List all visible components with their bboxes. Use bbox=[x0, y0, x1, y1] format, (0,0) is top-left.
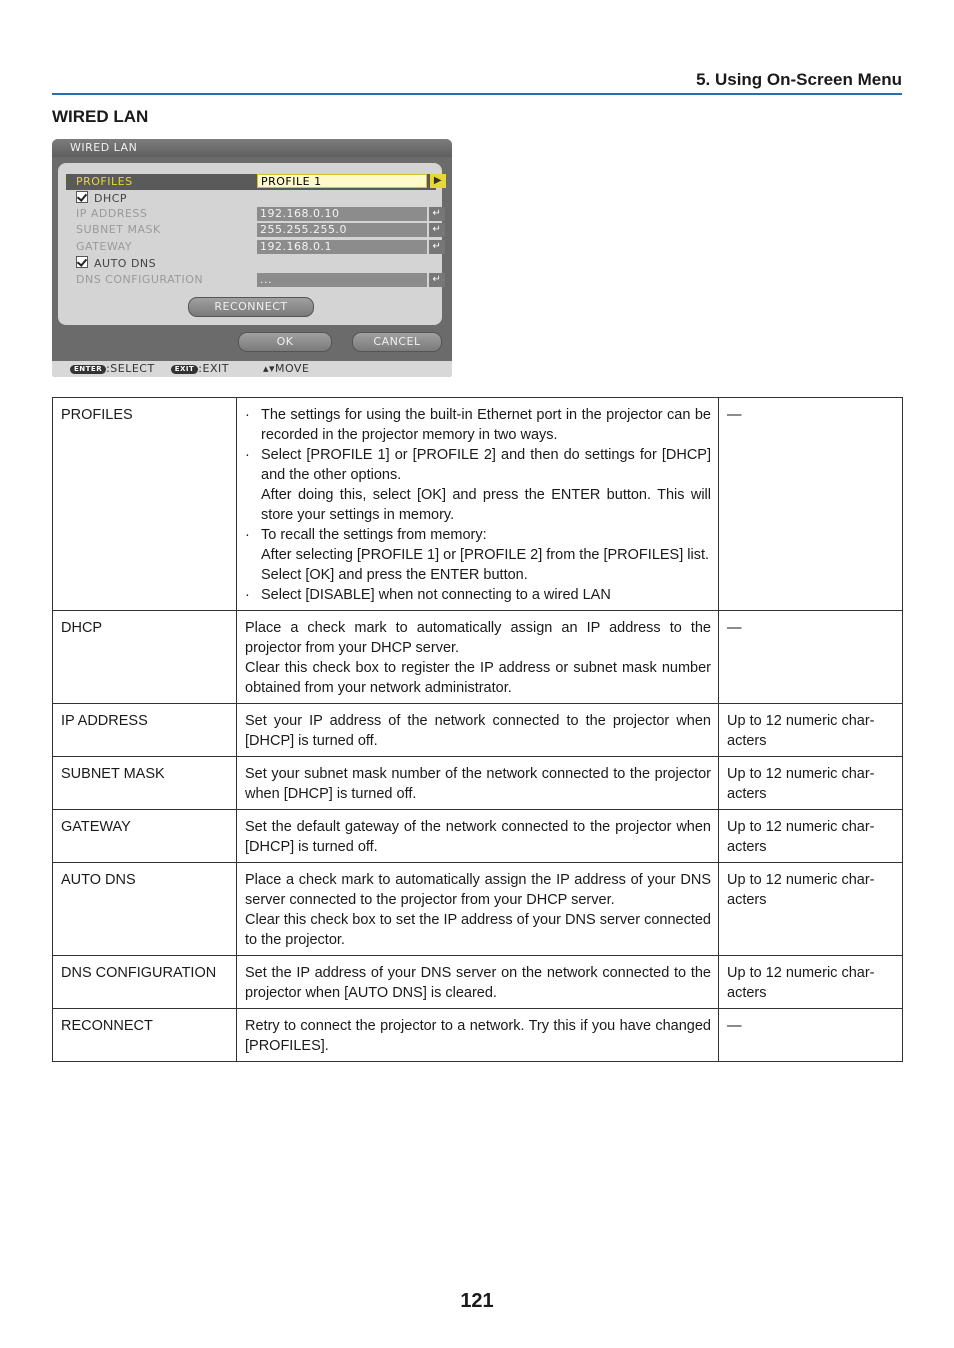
osd-subnet-mask-value: 255.255.255.0 bbox=[260, 223, 347, 236]
osd-profiles-label[interactable]: PROFILES bbox=[76, 175, 133, 188]
settings-table bbox=[52, 397, 903, 1062]
header-rule bbox=[52, 93, 902, 95]
table-row bbox=[53, 956, 903, 1009]
description-bullet: · Select [PROFILE 1] or [PROFILE 2] and then do settings for [DHCP] and the other options. bbox=[245, 445, 711, 485]
table-row bbox=[53, 863, 903, 956]
osd-footer-move: ▴▾MOVE bbox=[262, 362, 310, 375]
table-row bbox=[53, 757, 903, 810]
osd-auto-dns-checkbox[interactable] bbox=[76, 256, 156, 270]
item-cell: SUBNET MASK bbox=[53, 757, 237, 810]
item-cell: RECONNECT bbox=[53, 1009, 237, 1062]
description-cell bbox=[237, 863, 719, 956]
osd-footer-exit: :EXIT bbox=[198, 362, 229, 375]
enter-icon[interactable]: ↵ bbox=[429, 207, 445, 221]
limit-cell: Up to 12 numeric char-acters bbox=[719, 810, 903, 863]
checkbox-checked-icon[interactable] bbox=[76, 191, 88, 203]
checkbox-checked-icon[interactable] bbox=[76, 256, 88, 268]
item-cell: DNS CONFIGURATION bbox=[53, 956, 237, 1009]
osd-auto-dns-label: AUTO DNS bbox=[94, 257, 157, 270]
item-cell: DHCP bbox=[53, 611, 237, 704]
osd-dns-configuration-value: ... bbox=[260, 273, 272, 286]
osd-subnet-mask-label: SUBNET MASK bbox=[76, 223, 161, 236]
item-cell: AUTO DNS bbox=[53, 863, 237, 956]
table-row bbox=[53, 704, 903, 757]
osd-footer-select: :SELECT bbox=[106, 362, 155, 375]
description-indent: After doing this, select [OK] and press the ENTER button. This will store your settings in memory. bbox=[261, 487, 711, 523]
osd-wired-lan-menu bbox=[52, 139, 452, 377]
osd-gateway-label: GATEWAY bbox=[76, 240, 133, 253]
osd-dhcp-checkbox[interactable] bbox=[76, 191, 127, 205]
description-cell: Set the IP address of your DNS server on the network connected to the projector when [AUTO DNS] is cleared. bbox=[237, 956, 719, 1009]
osd-gateway-value: 192.168.0.1 bbox=[260, 240, 332, 253]
description-text: Clear this check box to set the IP address of your DNS server connected to the projector. bbox=[245, 912, 711, 948]
limit-cell: Up to 12 numeric char-acters bbox=[719, 863, 903, 956]
description-cell: Set your subnet mask number of the network connected to the projector when [DHCP] is turned off. bbox=[237, 757, 719, 810]
osd-reconnect-button[interactable]: RECONNECT bbox=[188, 297, 314, 317]
osd-dhcp-label: DHCP bbox=[94, 192, 128, 205]
item-cell: IP ADDRESS bbox=[53, 704, 237, 757]
osd-gateway-field[interactable] bbox=[257, 240, 442, 254]
description-bullet: · To recall the settings from memory: bbox=[245, 525, 711, 545]
description-text: Place a check mark to automatically assign the IP address of your DNS server connected to the projector from your DHCP server. bbox=[245, 872, 711, 908]
table-row bbox=[53, 810, 903, 863]
osd-profile-value: PROFILE 1 bbox=[261, 175, 322, 188]
item-cell: GATEWAY bbox=[53, 810, 237, 863]
description-cell bbox=[237, 398, 719, 611]
osd-subnet-mask-field[interactable] bbox=[257, 223, 442, 237]
osd-panel bbox=[58, 163, 442, 325]
description-bullet: · The settings for using the built-in Ethernet port in the projector can be recorded in the projector memory in two ways. bbox=[245, 405, 711, 445]
description-text: Place a check mark to automatically assign an IP address to the projector from your DHCP server. bbox=[245, 620, 711, 656]
arrow-right-icon[interactable]: ▶ bbox=[430, 174, 446, 188]
limit-cell: Up to 12 numeric char-acters bbox=[719, 757, 903, 810]
osd-ok-button[interactable]: OK bbox=[238, 332, 332, 352]
osd-dns-configuration-label: DNS CONFIGURATION bbox=[76, 273, 204, 286]
limit-cell: — bbox=[719, 398, 903, 611]
limit-cell: — bbox=[719, 611, 903, 704]
section-title: WIRED LAN bbox=[52, 107, 149, 126]
osd-footer bbox=[52, 361, 452, 377]
enter-icon[interactable]: ↵ bbox=[429, 240, 445, 254]
limit-cell: Up to 12 numeric char-acters bbox=[719, 704, 903, 757]
description-cell: Set your IP address of the network connected to the projector when [DHCP] is turned off. bbox=[237, 704, 719, 757]
description-cell: Retry to connect the projector to a network. Try this if you have changed [PROFILES]. bbox=[237, 1009, 719, 1062]
exit-key-icon: EXIT bbox=[171, 365, 199, 374]
osd-dns-configuration-field[interactable] bbox=[257, 273, 442, 287]
table-row bbox=[53, 1009, 903, 1062]
description-indent: After selecting [PROFILE 1] or [PROFILE 2] from the [PROFILES] list. Select [OK] and press the ENTER button. bbox=[261, 547, 710, 583]
limit-cell: — bbox=[719, 1009, 903, 1062]
osd-ip-address-label: IP ADDRESS bbox=[76, 207, 148, 220]
limit-cell: Up to 12 numeric char-acters bbox=[719, 956, 903, 1009]
osd-ip-address-field[interactable] bbox=[257, 207, 442, 221]
description-text: Clear this check box to register the IP address or subnet mask number obtained from your network administrator. bbox=[245, 660, 711, 696]
table-row bbox=[53, 398, 903, 611]
chapter-heading: 5. Using On-Screen Menu bbox=[696, 70, 902, 89]
page-number: 121 bbox=[460, 1290, 494, 1312]
osd-ip-address-value: 192.168.0.10 bbox=[260, 207, 340, 220]
osd-cancel-button[interactable]: CANCEL bbox=[352, 332, 442, 352]
description-bullet: · Select [DISABLE] when not connecting to a wired LAN bbox=[245, 585, 711, 605]
osd-profile-field[interactable] bbox=[257, 174, 443, 188]
item-cell: PROFILES bbox=[53, 398, 237, 611]
osd-title: WIRED LAN bbox=[52, 139, 452, 157]
description-cell: Set the default gateway of the network connected to the projector when [DHCP] is turned off. bbox=[237, 810, 719, 863]
enter-key-icon: ENTER bbox=[70, 365, 106, 374]
enter-icon[interactable]: ↵ bbox=[429, 273, 445, 287]
description-cell bbox=[237, 611, 719, 704]
enter-icon[interactable]: ↵ bbox=[429, 223, 445, 237]
table-row bbox=[53, 611, 903, 704]
